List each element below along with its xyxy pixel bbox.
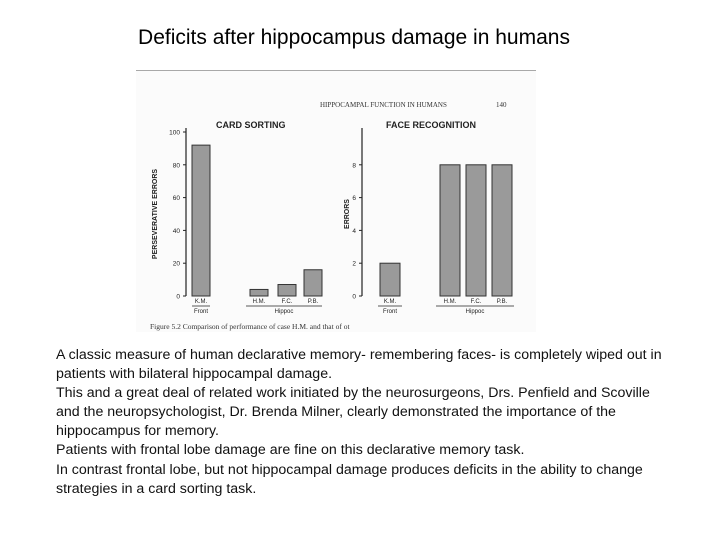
- bar-pb: [304, 270, 322, 296]
- y-axis-label: ERRORS: [344, 199, 351, 229]
- category-label: H.M.: [252, 299, 266, 305]
- y-tick-label: 100: [169, 129, 180, 137]
- paragraph: Patients with frontal lobe damage are fine on this declarative memory task.: [56, 442, 525, 459]
- bar-hm: [250, 289, 268, 296]
- group-label: Hippoc: [465, 309, 485, 315]
- category-label: K.M.: [383, 299, 397, 305]
- bar-hm: [440, 165, 460, 296]
- category-label: F.C.: [470, 299, 482, 305]
- body-text: [56, 346, 666, 499]
- page-header: HIPPOCAMPAL FUNCTION IN HUMANS: [320, 101, 447, 109]
- category-label: K.M.: [194, 299, 208, 305]
- y-tick-label: 0: [176, 293, 180, 301]
- y-tick-label: 6: [352, 195, 356, 203]
- category-label: F.C.: [281, 299, 293, 305]
- scanned-figure: [136, 70, 536, 332]
- card-sorting-chart: [152, 120, 322, 315]
- y-tick-label: 2: [352, 260, 356, 268]
- paragraph: A classic measure of human declarative memory- remembering faces- is completely wiped out in patients with bilateral hippocampal damage.: [56, 347, 662, 383]
- figure-caption: Figure 5.2 Comparison of performance of case H.M. and that of ot: [150, 322, 350, 331]
- face-recognition-chart: [344, 120, 514, 315]
- category-label: P.B.: [307, 299, 319, 305]
- bar-fc: [278, 285, 296, 296]
- page-number: 140: [496, 101, 507, 109]
- y-tick-label: 4: [352, 227, 356, 235]
- category-label: H.M.: [443, 299, 457, 305]
- bar-km: [380, 263, 400, 296]
- y-tick-label: 8: [352, 162, 356, 170]
- y-axis-label: PERSEVERATIVE ERRORS: [152, 168, 159, 260]
- y-tick-label: 0: [352, 293, 356, 301]
- chart-title: CARD SORTING: [216, 120, 286, 130]
- group-label: Hippoc: [274, 309, 294, 315]
- bar-pb: [492, 165, 512, 296]
- y-tick-label: 40: [172, 227, 180, 235]
- paragraph: This and a great deal of related work initiated by the neurosurgeons, Drs. Penfield and Scoville and the neuropsychologist, Dr. Brenda Milner, clearly demonstrated the importance of the hippocampus for memory.: [56, 385, 650, 440]
- figure-charts: [136, 70, 536, 332]
- group-label: Front: [382, 309, 398, 315]
- y-tick-label: 20: [172, 260, 180, 268]
- category-label: P.B.: [496, 299, 508, 305]
- y-tick-label: 80: [172, 162, 180, 170]
- paragraph: In contrast frontal lobe, but not hippocampal damage produces deficits in the ability to change strategies in a card sorting task.: [56, 461, 643, 497]
- bar-km: [192, 145, 210, 296]
- slide-title: Deficits after hippocampus damage in humans: [138, 26, 570, 49]
- chart-title: FACE RECOGNITION: [386, 120, 477, 130]
- bar-fc: [466, 165, 486, 296]
- y-tick-label: 60: [172, 195, 180, 203]
- group-label: Front: [193, 309, 209, 315]
